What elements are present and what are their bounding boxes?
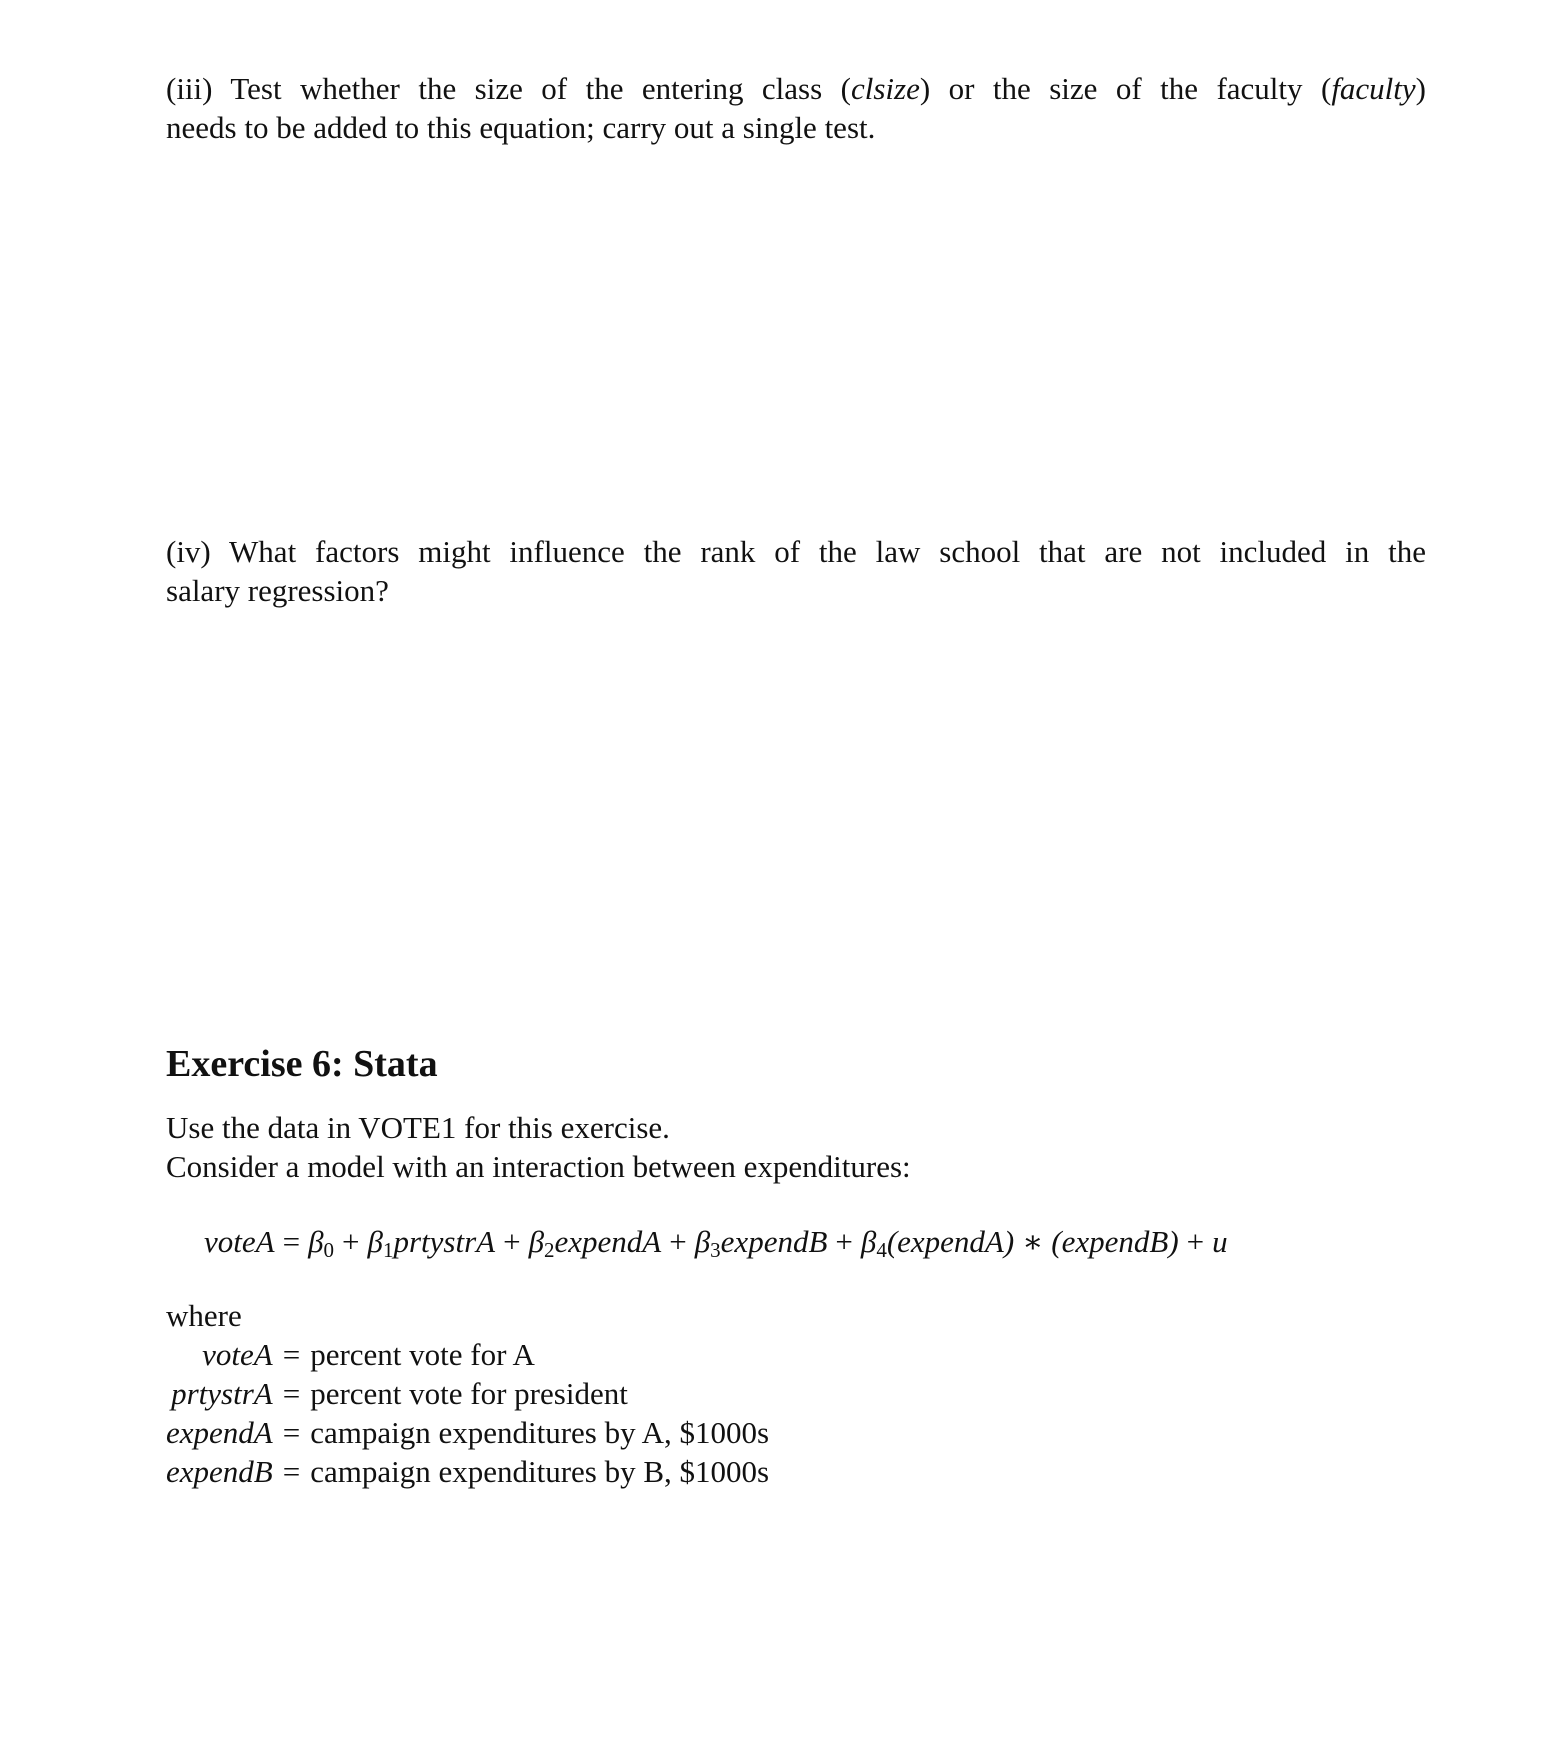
definition-equals: = — [282, 1415, 301, 1450]
question-iii — [166, 69, 1426, 147]
beta-symbol: β — [860, 1224, 877, 1259]
definition-var: expendB — [166, 1454, 273, 1489]
definition-var: prtystrA — [171, 1376, 273, 1411]
eq-beta-1 — [367, 1224, 394, 1262]
subscript-3: 3 — [710, 1238, 721, 1262]
eq-term-expendB-paren: (expendB) — [1051, 1224, 1179, 1259]
exercise-intro-line-2: Consider a model with an interaction between expenditures: — [166, 1149, 911, 1184]
eq-term-expendA: expendA — [554, 1224, 662, 1259]
question-iv — [166, 532, 1426, 610]
subscript-2: 2 — [544, 1238, 555, 1262]
definition-desc: campaign expenditures by B, $1000s — [310, 1454, 770, 1489]
question-iii-text-b: ) or the size of the faculty ( — [919, 71, 1332, 106]
question-iii-line-2: needs to be added to this equation; carry out a single test. — [166, 110, 876, 145]
beta-symbol: β — [694, 1224, 711, 1259]
var-clsize: clsize — [850, 71, 920, 106]
eq-equals: = — [282, 1224, 301, 1259]
eq-plus-2: + — [503, 1224, 521, 1259]
exercise-intro — [166, 1108, 1426, 1186]
definition-equals: = — [282, 1376, 301, 1411]
eq-term-prtystrA: prtystrA — [393, 1224, 496, 1259]
definition-var: expendA — [166, 1415, 273, 1450]
subscript-0: 0 — [323, 1238, 335, 1262]
eq-lhs: voteA — [204, 1224, 275, 1259]
exercise-heading: Exercise 6: Stata — [166, 1043, 438, 1085]
eq-error-term: u — [1212, 1224, 1228, 1259]
var-faculty: faculty — [1331, 71, 1416, 106]
question-iv-line-1: (iv) What factors might influence the rank of the law school that are not included in the — [166, 534, 1426, 569]
subscript-4: 4 — [876, 1238, 887, 1262]
eq-beta-4 — [860, 1224, 887, 1262]
where-label: where — [166, 1298, 242, 1333]
eq-term-expendB: expendB — [720, 1224, 828, 1259]
definition-var: voteA — [202, 1337, 273, 1372]
definition-row — [166, 1374, 769, 1413]
eq-plus-1: + — [342, 1224, 360, 1259]
variable-definitions — [166, 1296, 769, 1491]
eq-times: ∗ — [1022, 1224, 1044, 1259]
eq-plus-5: + — [1186, 1224, 1205, 1259]
definition-row — [166, 1413, 769, 1452]
beta-symbol: β — [308, 1224, 324, 1259]
eq-term-expendA-paren: (expendA) — [886, 1224, 1015, 1259]
eq-plus-3: + — [669, 1224, 687, 1259]
eq-beta-2 — [528, 1224, 555, 1262]
definition-equals: = — [282, 1337, 301, 1372]
definition-row — [166, 1335, 769, 1374]
question-iv-line-2: salary regression? — [166, 573, 389, 608]
definition-equals: = — [282, 1454, 301, 1489]
definitions-table — [166, 1335, 769, 1491]
question-iii-text-c: ) — [1415, 71, 1426, 106]
exercise-intro-line-1: Use the data in VOTE1 for this exercise. — [166, 1110, 670, 1145]
beta-symbol: β — [367, 1224, 383, 1259]
question-iii-text-a: (iii) Test whether the size of the entering class ( — [166, 71, 851, 106]
subscript-1: 1 — [382, 1238, 394, 1262]
question-iii-line-1 — [166, 69, 1426, 108]
beta-symbol: β — [528, 1224, 545, 1259]
eq-beta-0 — [308, 1224, 335, 1262]
definition-desc: campaign expenditures by A, $1000s — [310, 1415, 770, 1450]
eq-beta-3 — [694, 1224, 721, 1262]
definition-desc: percent vote for A — [310, 1337, 535, 1372]
definition-desc: percent vote for president — [310, 1376, 628, 1411]
definition-row — [166, 1452, 769, 1491]
regression-equation — [204, 1222, 1228, 1262]
eq-plus-4: + — [835, 1224, 853, 1259]
